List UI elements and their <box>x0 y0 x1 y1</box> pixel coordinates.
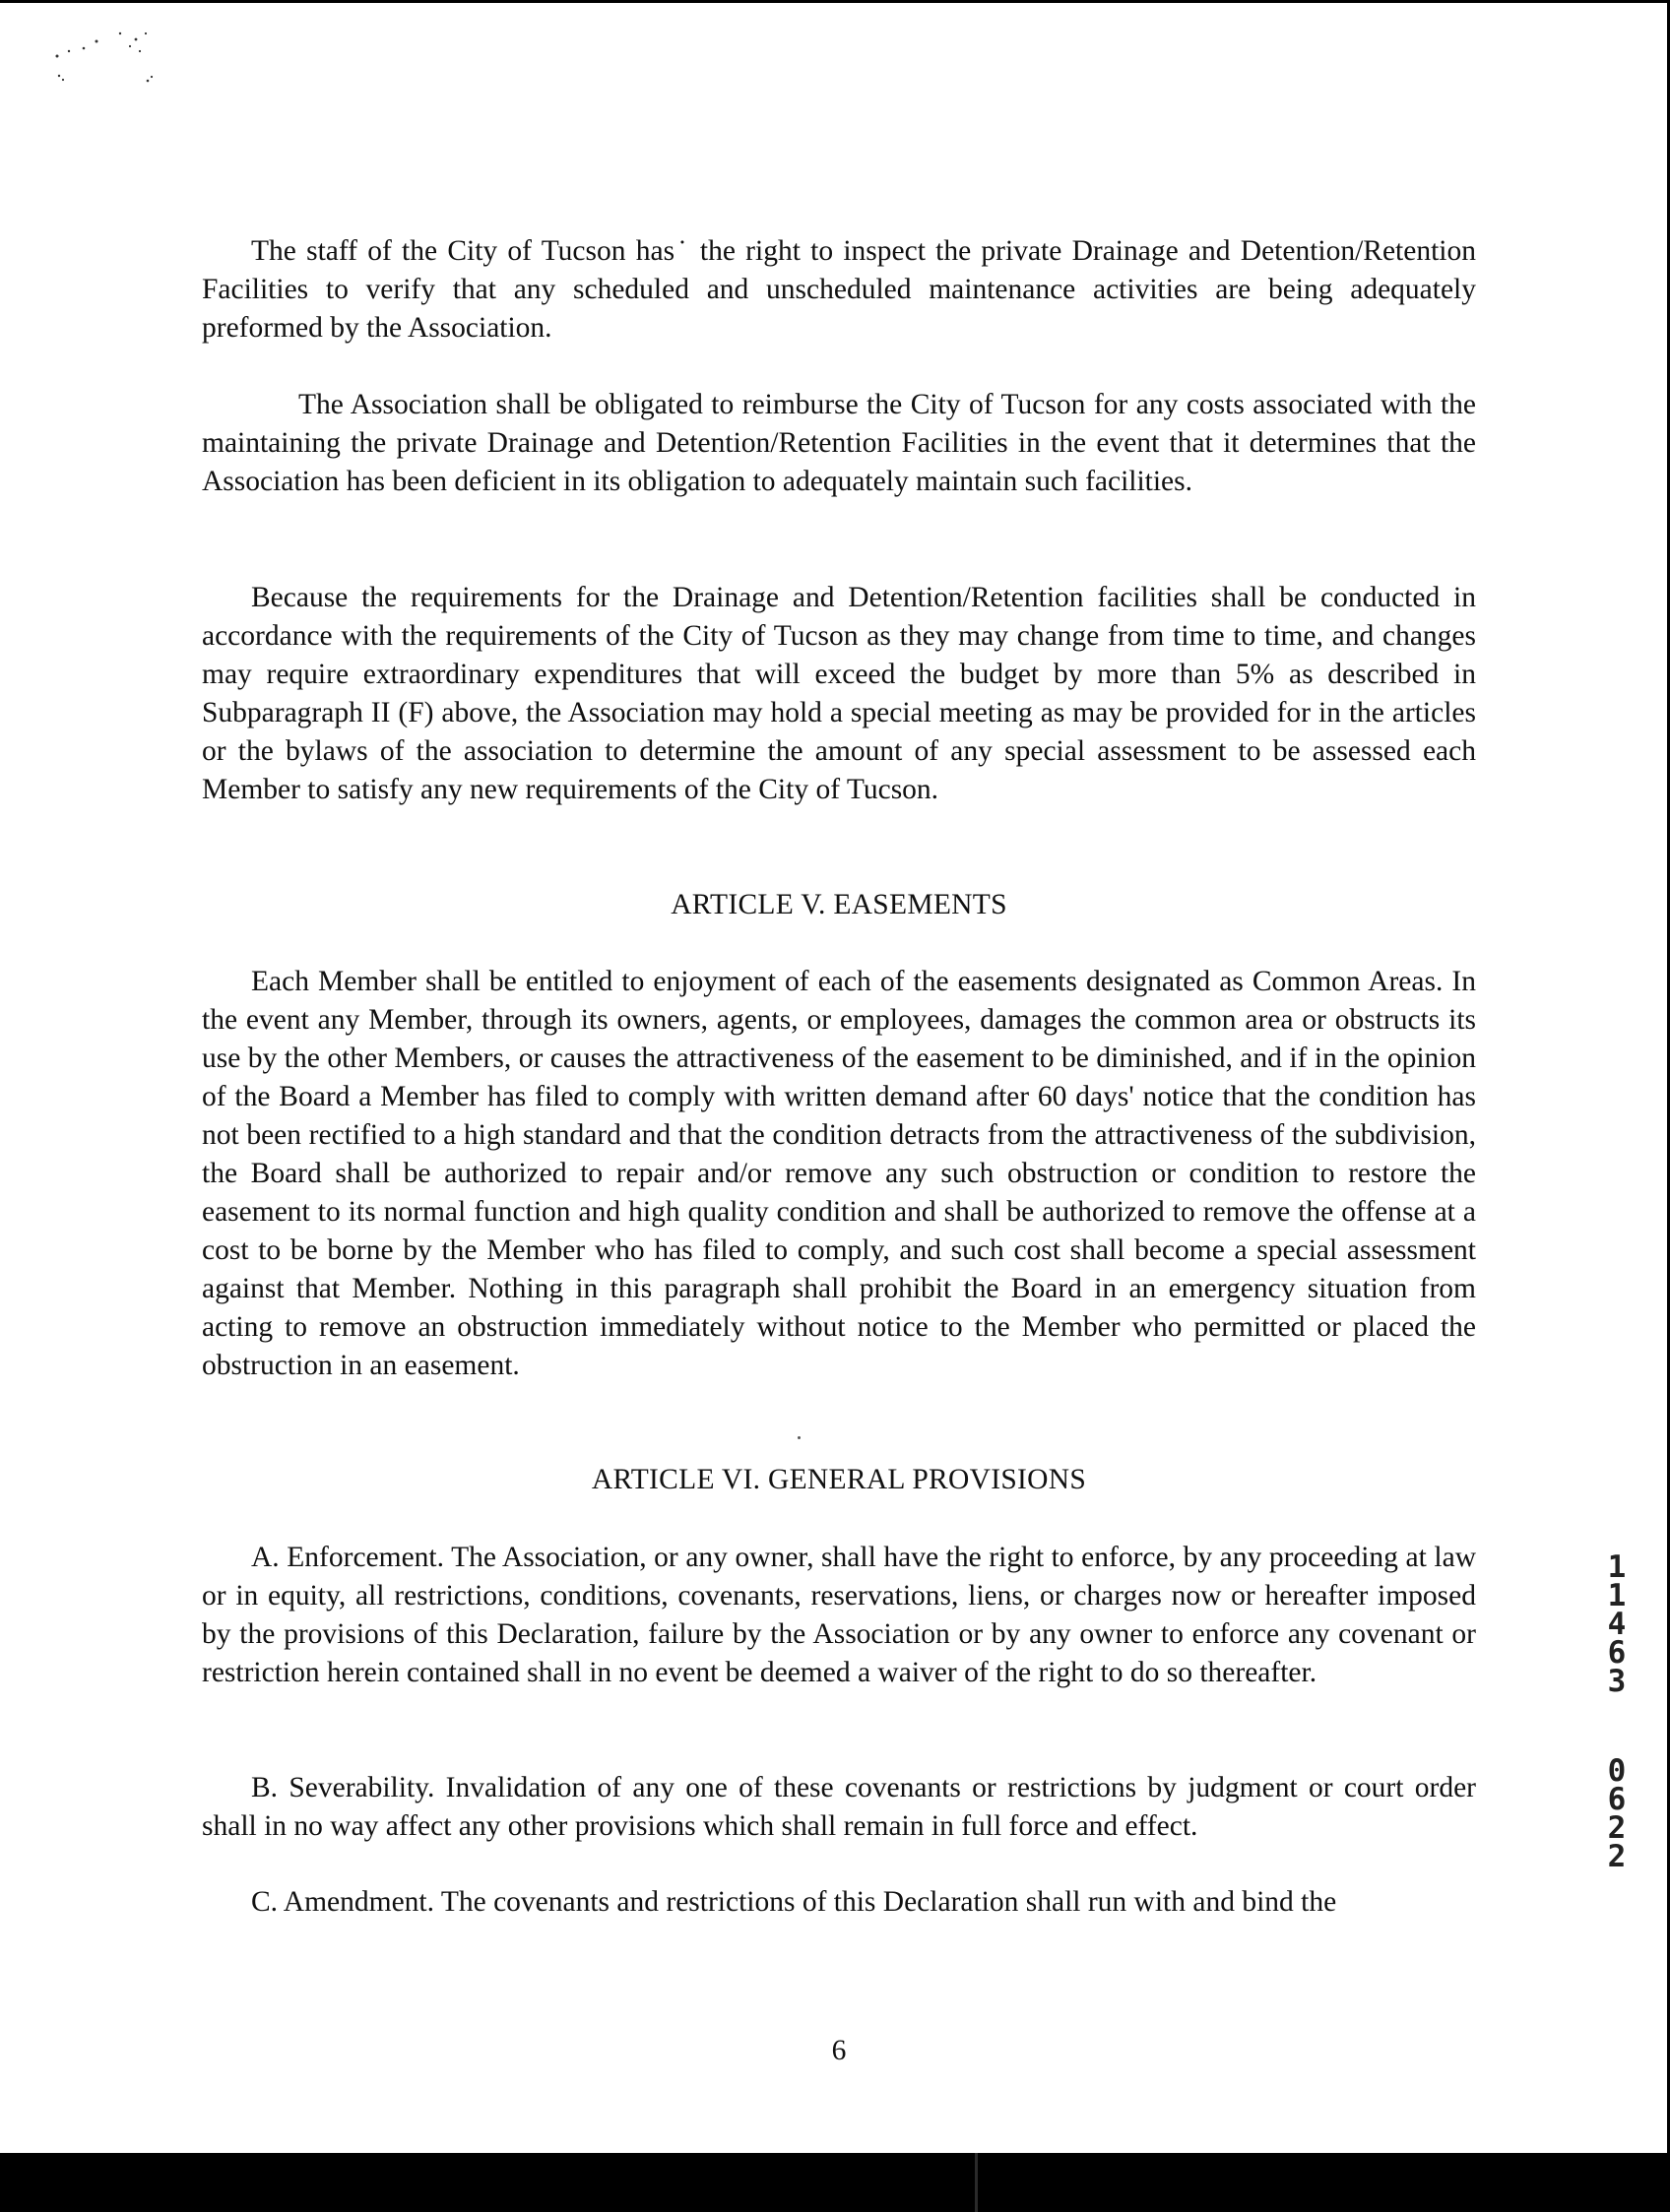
docket-digit: 6 <box>1607 1635 1627 1671</box>
scan-edge-notch <box>975 2153 978 2212</box>
scan-edge-bottom <box>0 2153 1670 2212</box>
heading-article-vi: ARTICLE VI. GENERAL PROVISIONS <box>591 1464 1087 1495</box>
docket-digit: 1 <box>1607 1549 1627 1585</box>
page-number: 6 <box>831 2035 847 2066</box>
page-digit: 2 <box>1607 1810 1627 1846</box>
paragraph-amendment: C. Amendment. The covenants and restrictions of this Declaration shall run with and bind the <box>251 1886 1337 1918</box>
page-digit: 6 <box>1607 1782 1627 1817</box>
paragraph-inspection: The staff of the City of Tucson has˙ the right to inspect the private Drainage and Detention/Retention Facilities to verify that any scheduled and unscheduled maintenance activities are being adequately preformed by the Association. <box>202 235 1476 344</box>
recording-docket-number <box>1599 1549 1635 1699</box>
paragraph-enforcement: A. Enforcement. The Association, or any owner, shall have the right to enforce, by any proceeding at law or in equity, all restrictions, conditions, covenants, reservations, liens, or charges now or hereafter imposed by the provisions of this Declaration, failure by the Association or by any owner to enforce any covenant or restriction herein contained shall in no event be deemed a waiver of the right to do so thereafter. <box>202 1542 1476 1688</box>
docket-digit: 4 <box>1607 1607 1627 1642</box>
page-digit: 0 <box>1607 1753 1627 1789</box>
paragraph-reimbursement: The Association shall be obligated to reimburse the City of Tucson for any costs associated with the maintaining the private Drainage and Detention/Retention Facilities in the event that it determines that the Association has been deficient in its obligation to adequately maintain such facilities. <box>202 389 1476 497</box>
scan-dot <box>798 1436 801 1439</box>
heading-article-v: ARTICLE V. EASEMENTS <box>671 889 1007 920</box>
paragraph-severability: B. Severability. Invalidation of any one of these covenants or restrictions by judgment or court order shall in no way affect any other provisions which shall remain in full force and effect. <box>202 1772 1476 1842</box>
docket-digit: 1 <box>1607 1578 1627 1613</box>
docket-digit: 3 <box>1607 1664 1627 1699</box>
recording-page-number <box>1599 1753 1635 1874</box>
scan-specks <box>39 12 177 100</box>
paragraph-requirements: Because the requirements for the Drainage and Detention/Retention facilities shall be conducted in accordance with the requirements of the City of Tucson as they may change from time to time, and changes may require extraordinary expenditures that will exceed the budget by more than 5% as described in Subparagraph II (F) above, the Association may hold a special meeting as may be provided for in the articles or the bylaws of the association to determine the amount of any special assessment to be assessed each Member to satisfy any new requirements of the City of Tucson. <box>202 582 1476 805</box>
paragraph-easements: Each Member shall be entitled to enjoyment of each of the easements designated as Common Areas. In the event any Member, through its owners, agents, or employees, damages the common area or obstructs its use by the other Members, or causes the attractiveness of the easement to be diminished, and if in the opinion of the Board a Member has filed to comply with written demand after 60 days' notice that the condition has not been rectified to a high standard and that the condition detracts from the attractiveness of the subdivision, the Board shall be authorized to repair and/or remove any such obstruction or condition to restore the easement to its normal function and high quality condition and shall be authorized to remove the offense at a cost to be borne by the Member who has filed to comply, and such cost shall become a special assessment against that Member. Nothing in this paragraph shall prohibit the Board in an emergency situation from acting to remove an obstruction immediately without notice to the Member who permitted or placed the obstruction in an easement. <box>202 966 1476 1381</box>
scan-edge-top <box>0 0 1670 3</box>
page-digit: 2 <box>1607 1839 1627 1874</box>
